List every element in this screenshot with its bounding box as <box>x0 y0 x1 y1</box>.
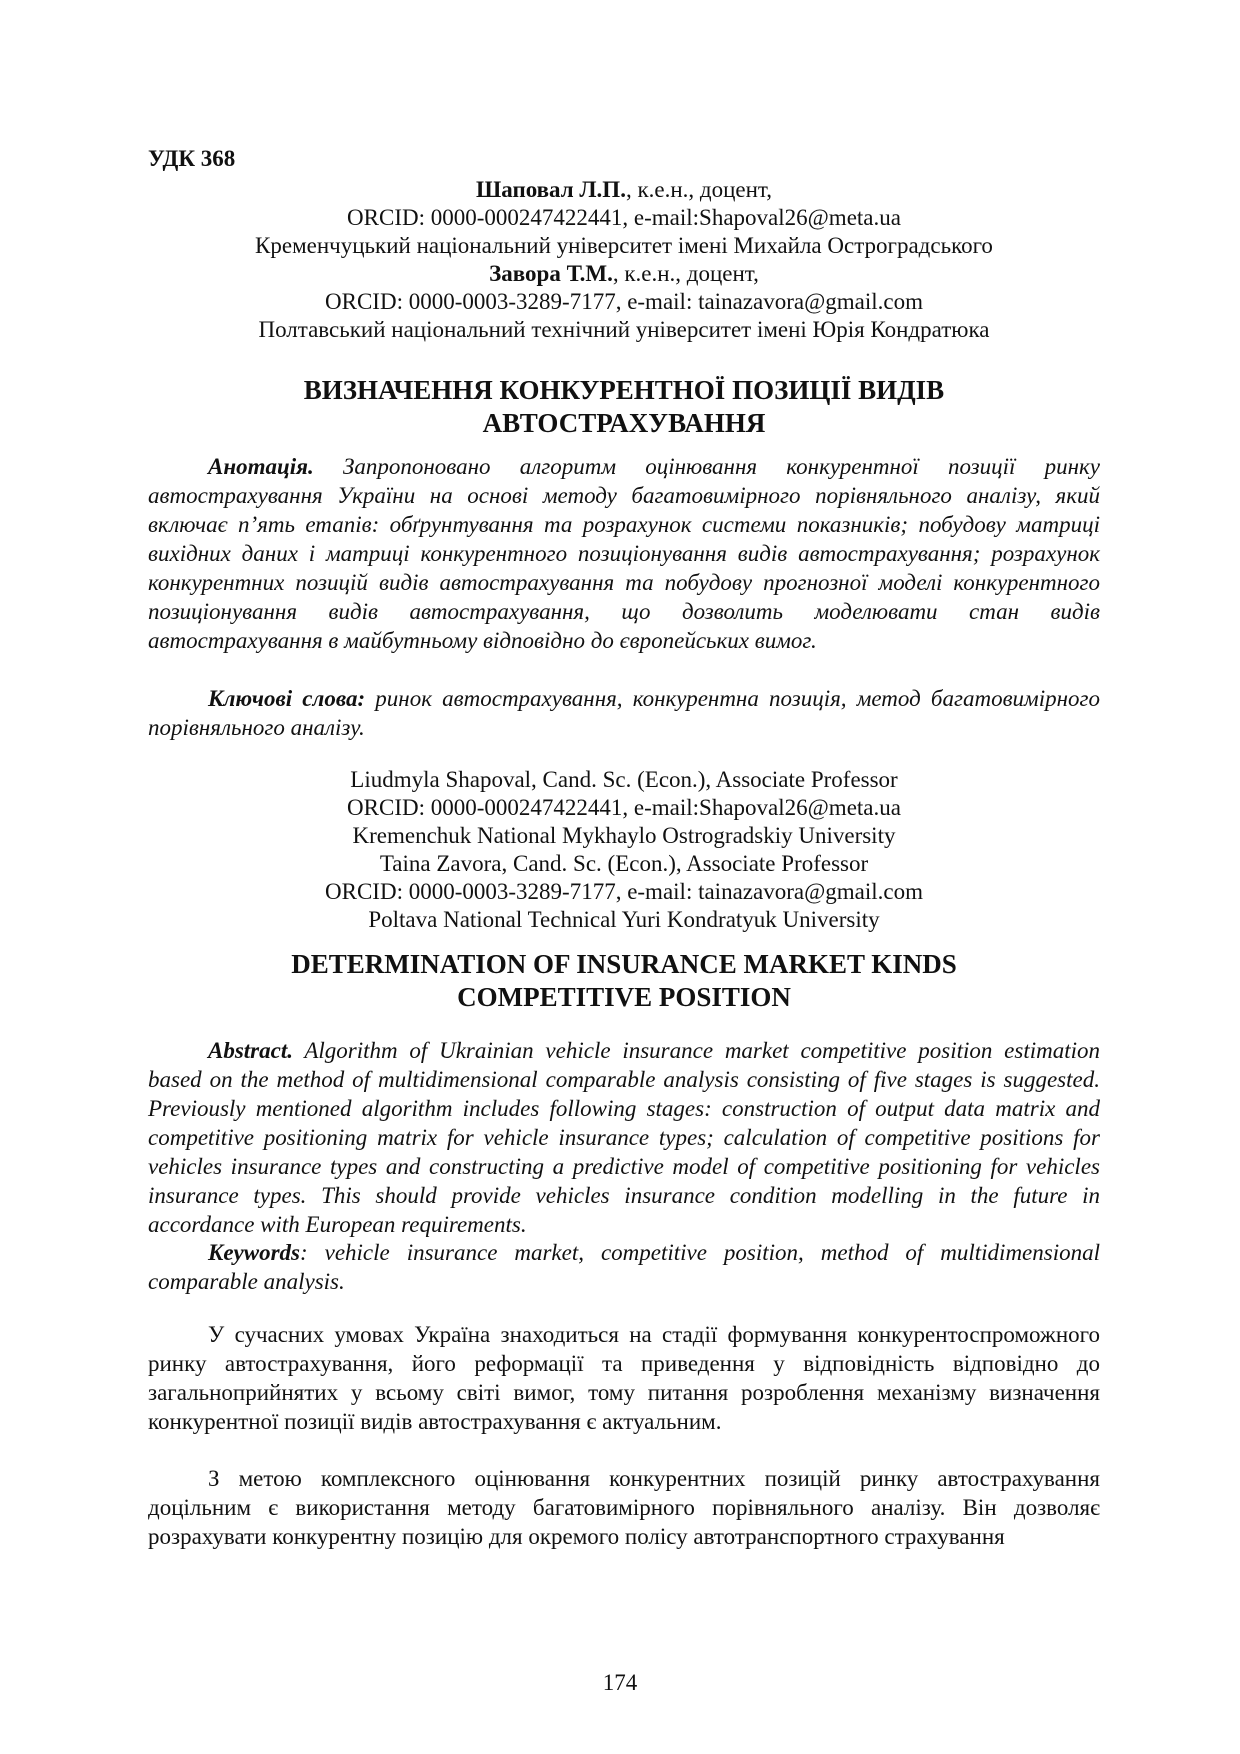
keywords-ukrainian <box>148 684 1100 742</box>
author-en-1-orcid: ORCID: 0000-000247422441, e-mail:Shapoval26@meta.ua <box>347 795 901 820</box>
body-paragraph-2: З метою комплексного оцінювання конкурентних позицій ринку автострахування доцільним є використання методу багатовимірного порівняльного аналізу. Він дозволяє розрахувати конкурентну позицію для окремого полісу автотранспортного страхування <box>148 1466 1100 1549</box>
title-ukrainian <box>148 374 1100 440</box>
author-1-line <box>148 176 1100 204</box>
authors-ukrainian <box>148 176 1100 344</box>
title-en-line-2: COMPETITIVE POSITION <box>457 982 791 1012</box>
udk-code: УДК 368 <box>148 146 236 171</box>
abstract-ua-label: Анотація. <box>208 454 314 479</box>
author-2-orcid: ORCID: 0000-0003-3289-7177, e-mail: tainazavora@gmail.com <box>325 289 923 314</box>
keywords-en-text: : vehicle insurance market, competitive position, method of multidimensional comparable analysis. <box>148 1240 1100 1294</box>
author-1-orcid: ORCID: 0000-000247422441, e-mail:Shapoval26@meta.ua <box>347 205 901 230</box>
author-1-name: Шаповал Л.П. <box>476 177 626 202</box>
author-2-name: Завора Т.М. <box>489 261 613 286</box>
keywords-ua-text: ринок автострахування, конкурентна позиція, метод багатовимірного порівняльного аналізу. <box>148 686 1101 740</box>
author-2-affiliation: Полтавський національний технічний університет імені Юрія Кондратюка <box>258 317 990 342</box>
abstract-en-text: Algorithm of Ukrainian vehicle insurance market competitive position estimation based on the method of multidimensional comparable analysis consisting of five stages is suggested. Previously mentioned algorithm includes following stages: construction of output data matrix and competitive positioning matrix for vehicle insurance types; calculation of competitive positions for vehicles insurance types and constructing a predictive model of competitive positioning for vehicles insurance types. This should provide vehicles insurance condition modelling in the future in accordance with European requirements. <box>148 1038 1100 1237</box>
author-en-2-affiliation: Poltava National Technical Yuri Kondratyuk University <box>368 907 880 932</box>
abstract-ukrainian <box>148 452 1100 655</box>
keywords-english <box>148 1238 1100 1296</box>
author-en-2: Taina Zavora, Cand. Sc. (Econ.), Associate Professor <box>379 851 869 876</box>
author-en-1-affiliation: Kremenchuk National Mykhaylo Ostrogradskiy University <box>352 823 896 848</box>
author-en-1: Liudmyla Shapoval, Cand. Sc. (Econ.), Associate Professor <box>350 767 898 792</box>
author-2-line <box>148 260 1100 288</box>
page-number: 174 <box>602 1670 638 1695</box>
abstract-ua-text: Запропоновано алгоритм оцінювання конкурентної позиції ринку автострахування України на основі методу багатовимірного порівняльного аналізу, який включає п’ять етапів: обґрунтування та розрахунок системи показників; побудову матриці вихідних даних і матриці конкурентного позиціонування видів автострахування; розрахунок конкурентних позицій видів автострахування та побудову прогнозної моделі конкурентного позиціонування видів автострахування, що дозволить моделювати стан видів автострахування в майбутньому відповідно до європейських вимог. <box>148 454 1100 653</box>
body-paragraph-1: У сучасних умовах Україна знаходиться на стадії формування конкурентоспроможного ринку автострахування, його реформації та приведення у відповідність відповідно до загальноприйнятих у всьому світі вимог, тому питання розроблення механізму визначення конкурентної позиції видів автострахування є актуальним. <box>148 1322 1100 1434</box>
keywords-en-label: Keywords <box>208 1240 300 1265</box>
author-1-affiliation: Кременчуцький національний університет імені Михайла Остроградського <box>255 233 993 258</box>
title-en-line-1: DETERMINATION OF INSURANCE MARKET KINDS <box>291 949 957 979</box>
abstract-en-label: Abstract. <box>208 1038 293 1063</box>
keywords-ua-label: Ключові слова: <box>208 686 366 711</box>
authors-english <box>148 766 1100 934</box>
author-1-degree: , к.е.н., доцент, <box>625 177 772 202</box>
author-2-degree: , к.е.н., доцент, <box>612 261 759 286</box>
title-ua-line-2: АВТОСТРАХУВАННЯ <box>482 408 766 438</box>
title-ua-line-1: ВИЗНАЧЕННЯ КОНКУРЕНТНОЇ ПОЗИЦІЇ ВИДІВ <box>303 375 945 405</box>
author-en-2-orcid: ORCID: 0000-0003-3289-7177, e-mail: tainazavora@gmail.com <box>325 879 923 904</box>
title-english <box>148 948 1100 1014</box>
abstract-english <box>148 1036 1100 1239</box>
